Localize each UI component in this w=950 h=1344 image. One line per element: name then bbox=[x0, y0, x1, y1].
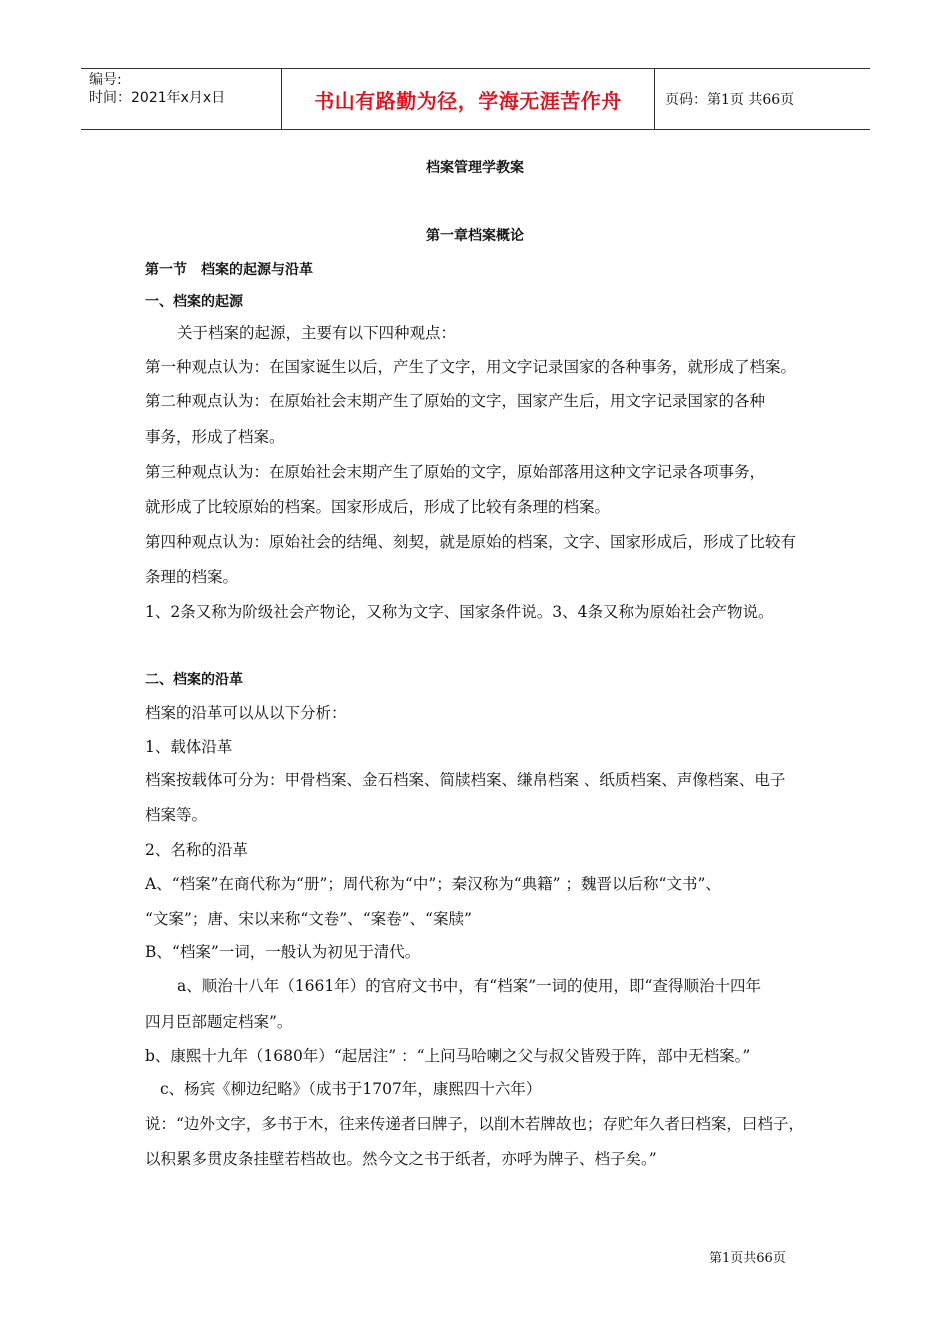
paragraph-line: 1、载体沿革 bbox=[145, 738, 233, 756]
paragraph-line: a、顺治十八年（1661年）的官府文书中，有“档案”一词的使用，即“查得顺治十四年 bbox=[177, 977, 761, 995]
paragraph-line: 关于档案的起源，主要有以下四种观点： bbox=[177, 324, 457, 342]
paragraph-line: 说：“边外文字，多书于木，往来传递者曰牌子，以削木若牌故也；存贮年久者曰档案，曰档子， bbox=[145, 1115, 804, 1133]
section-title: 第一节 档案的起源与沿革 bbox=[145, 262, 313, 278]
header-meta bbox=[81, 69, 281, 129]
paragraph-line: 档案的沿革可以从以下分析： bbox=[145, 704, 347, 722]
paragraph-line: 2、名称的沿革 bbox=[145, 841, 248, 859]
paragraph-line: 第三种观点认为：在原始社会末期产生了原始的文字，原始部落用这种文字记录各项事务， bbox=[145, 463, 766, 481]
header-page-cell bbox=[655, 69, 870, 129]
motto: 书山有路勤为径，学海无涯苦作舟 bbox=[314, 88, 622, 113]
subsection-title: 一、档案的起源 bbox=[145, 294, 243, 310]
paragraph-line: b、康熙十九年（1680年）“起居注” ：“上问马哈喇之父与叔父皆殁于阵，部中无档案。” bbox=[145, 1047, 751, 1065]
page-footer: 第1页共66页 bbox=[709, 1251, 786, 1266]
paragraph-line: 四月臣部题定档案”。 bbox=[145, 1013, 293, 1031]
page-info: 页码：第1页 共66页 bbox=[665, 92, 795, 108]
paragraph-line: 档案等。 bbox=[145, 806, 208, 824]
paragraph-line: 就形成了比较原始的档案。国家形成后，形成了比较有条理的档案。 bbox=[145, 498, 611, 516]
paragraph-line: 第二种观点认为：在原始社会末期产生了原始的文字，国家产生后，用文字记录国家的各种 bbox=[145, 392, 766, 410]
chapter-title: 第一章档案概论 bbox=[426, 228, 524, 244]
subsection-title: 二、档案的沿革 bbox=[145, 672, 243, 688]
header-motto-cell bbox=[281, 69, 655, 129]
paragraph-line: 以积累多贯皮条挂壁若档故也。然今文之书于纸者，亦呼为牌子、档子矣。” bbox=[145, 1150, 657, 1168]
number-label: 编号: bbox=[89, 72, 122, 88]
paragraph-line: 事务，形成了档案。 bbox=[145, 428, 285, 446]
paragraph-line: 条理的档案。 bbox=[145, 568, 239, 586]
paragraph-line: 1、2条又称为阶级社会产物论，又称为文字、国家条件说。3、4条又称为原始社会产物说。 bbox=[145, 603, 774, 621]
paragraph-line: B、“档案”一词，一般认为初见于清代。 bbox=[145, 943, 421, 961]
paragraph-line: “文案”；唐、宋以来称“文卷”、“案卷”、“案牍” bbox=[145, 910, 472, 928]
paragraph-line: 第一种观点认为：在国家诞生以后，产生了文字，用文字记录国家的各种事务，就形成了档案。 bbox=[145, 358, 797, 376]
header-table bbox=[81, 68, 870, 130]
doc-title: 档案管理学教案 bbox=[426, 160, 524, 176]
paragraph-line: 第四种观点认为：原始社会的结绳、刻契，就是原始的档案，文字、国家形成后，形成了比较有 bbox=[145, 533, 797, 551]
paragraph-line: A、“档案”在商代称为“册”；周代称为“中”；秦汉称为“典籍” ；魏晋以后称“文书”、 bbox=[145, 875, 721, 893]
time-label: 时间：2021年x月x日 bbox=[89, 90, 226, 106]
paragraph-line: c、杨宾《柳边纪略》（成书于1707年，康熙四十六年） bbox=[160, 1080, 542, 1098]
paragraph-line: 档案按载体可分为：甲骨档案、金石档案、简牍档案、缣帛档案 、纸质档案、声像档案、电子 bbox=[145, 771, 786, 789]
